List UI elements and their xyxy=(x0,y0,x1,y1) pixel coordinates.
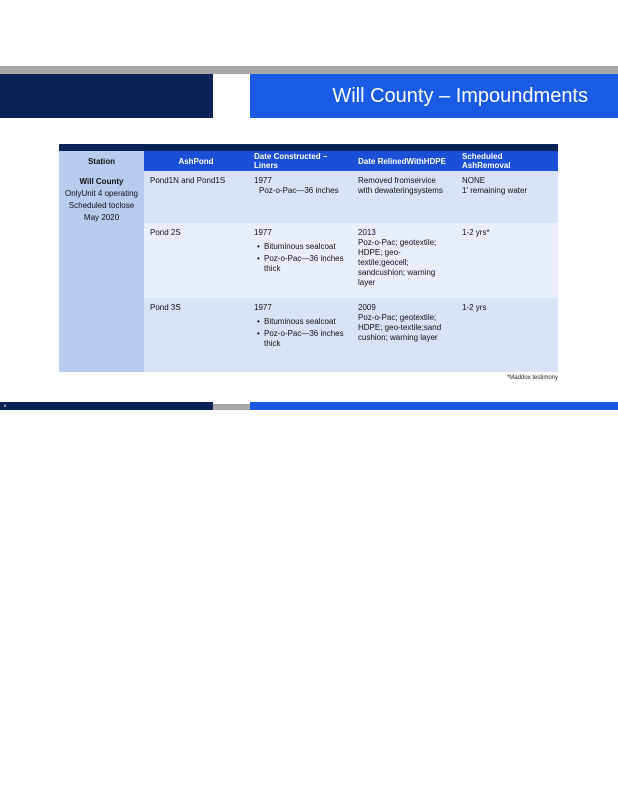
header-date-constructed: Date Constructed – Liners xyxy=(248,151,352,171)
header-station: Station xyxy=(59,151,144,171)
top-gray-stripe xyxy=(0,66,618,74)
bottom-gray-stripe xyxy=(213,404,250,410)
relined-cell xyxy=(352,298,456,372)
liner-item: • Bituminous sealcoat xyxy=(264,317,346,327)
slide-title: Will County – Impoundments xyxy=(250,74,618,118)
constructed-year: 1977 xyxy=(254,303,272,312)
slide-number: 6 xyxy=(0,402,213,410)
liner-item: • Poz-o-Pac—36 inches thick xyxy=(264,254,346,274)
constructed-liner-list xyxy=(254,317,346,349)
station-schedule: Scheduled toclose xyxy=(68,201,135,210)
header-ashpond: AshPond xyxy=(144,151,248,171)
relined-detail: Poz-o-Pac; geotextile; HDPE; geo-textile;sand cushion; warning layer xyxy=(358,313,442,342)
impoundments-table xyxy=(59,151,558,372)
station-name: Will County xyxy=(79,177,124,186)
table-header-row xyxy=(59,151,558,171)
constructed-cell xyxy=(248,171,352,223)
relined-status: Removed fromservice xyxy=(358,176,436,185)
constructed-year: 1977 xyxy=(254,228,272,237)
removal-note: 1' remaining water xyxy=(462,186,528,195)
relined-year: 2013 xyxy=(358,228,376,237)
removal-value: 1-2 yrs* xyxy=(456,223,558,298)
pond-name: Pond 3S xyxy=(144,298,248,372)
header-date-relined: Date RelinedWithHDPE xyxy=(352,151,456,171)
table-row xyxy=(59,171,558,223)
header-navy-block xyxy=(0,74,213,118)
header-scheduled-removal: Scheduled AshRemoval xyxy=(456,151,558,171)
constructed-liner-list xyxy=(254,242,346,274)
table-top-rule xyxy=(59,144,558,151)
relined-cell xyxy=(352,171,456,223)
relined-detail: with dewateringsystems xyxy=(358,186,443,195)
constructed-cell xyxy=(248,223,352,298)
station-close-date: May 2020 xyxy=(83,213,120,222)
constructed-year: 1977 xyxy=(254,176,272,185)
removal-cell xyxy=(456,171,558,223)
station-cell xyxy=(59,171,144,372)
liner-item: • Poz-o-Pac—36 inches thick xyxy=(264,329,346,349)
pond-name: Pond 2S xyxy=(144,223,248,298)
constructed-liner: Poz-o-Pac—36 inches xyxy=(259,186,339,195)
removal-value: 1-2 yrs xyxy=(456,298,558,372)
station-status: OnlyUnit 4 operating xyxy=(65,189,138,198)
constructed-cell xyxy=(248,298,352,372)
removal-value: NONE xyxy=(462,176,486,185)
relined-cell xyxy=(352,223,456,298)
relined-detail: Poz-o-Pac; geotextile; HDPE; geo-textile;geocell; sandcushion; warning layer xyxy=(358,238,437,287)
relined-year: 2009 xyxy=(358,303,376,312)
footnote: *Maddox testimony xyxy=(506,375,558,381)
bottom-blue-stripe xyxy=(250,402,618,410)
liner-item: • Bituminous sealcoat xyxy=(264,242,346,252)
pond-name: Pond1N and Pond1S xyxy=(144,171,248,223)
